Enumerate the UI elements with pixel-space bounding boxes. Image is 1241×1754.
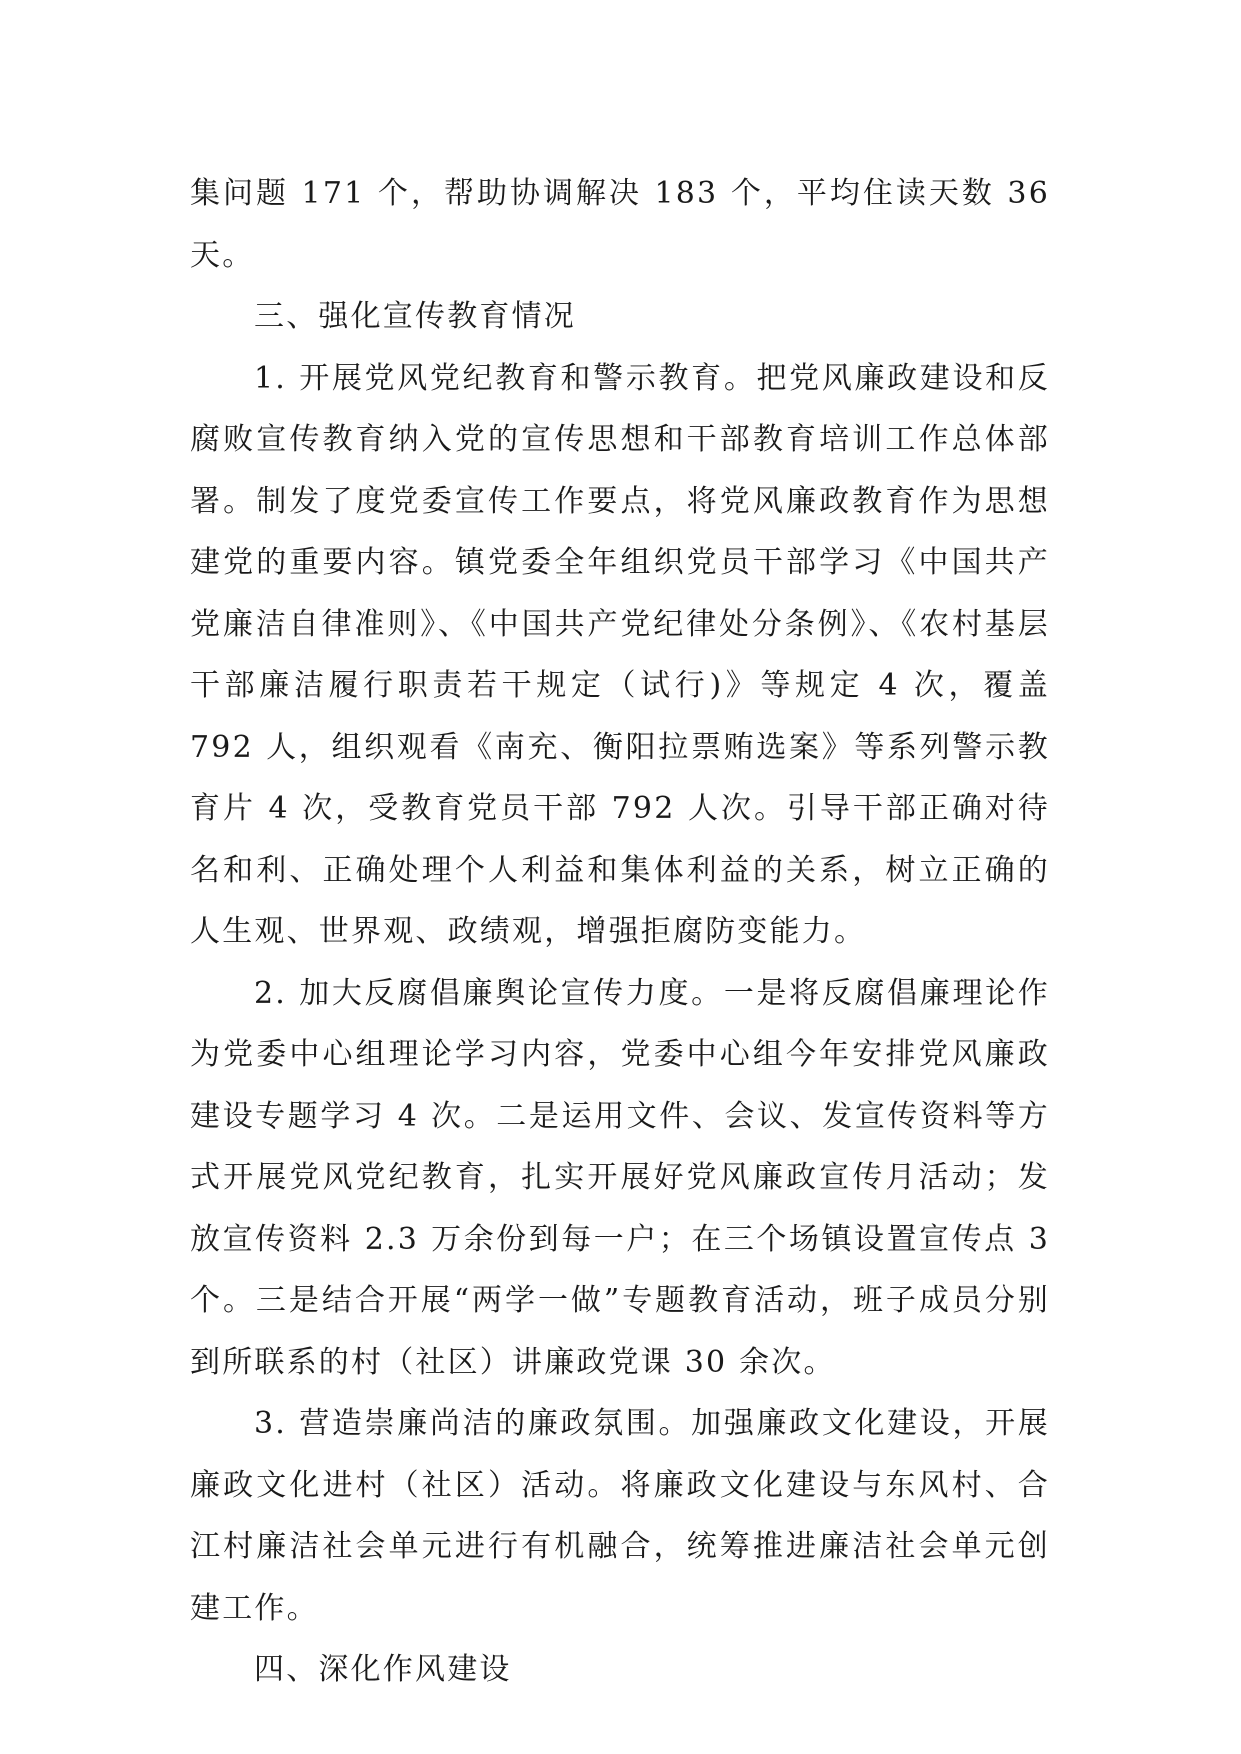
section-heading-3: 三、强化宣传教育情况 bbox=[254, 299, 576, 334]
paragraph-continuation: 集问题 171 个，帮助协调解决 183 个，平均住读天数 36 天。 bbox=[190, 176, 1050, 273]
paragraph-anti-corruption-publicity: 2. 加大反腐倡廉舆论宣传力度。一是将反腐倡廉理论作为党委中心组理论学习内容，党委中心组今年安排党风廉政建设专题学习 4 次。二是运用文件、会议、发宣传资料等方式开展党风党纪教育，扎实开展好党风廉政宣传月活动；发放宣传资料 2.3 万余份到每一户；在三个场镇设置宣传点 3 个。三是结合开展“两学一做”专题教育活动，班子成员分别到所联系的村（社区）讲廉政党课 30 余次。 bbox=[190, 975, 1050, 1380]
document-body bbox=[190, 163, 1050, 1701]
section-heading-4: 四、深化作风建设 bbox=[254, 1652, 512, 1687]
paragraph-integrity-atmosphere: 3. 营造崇廉尚洁的廉政氛围。加强廉政文化建设，开展廉政文化进村（社区）活动。将廉政文化建设与东风村、合江村廉洁社会单元进行有机融合，统筹推进廉洁社会单元创建工作。 bbox=[190, 1406, 1050, 1626]
paragraph-party-discipline-education: 1. 开展党风党纪教育和警示教育。把党风廉政建设和反腐败宣传教育纳入党的宣传思想和干部教育培训工作总体部署。制发了度党委宣传工作要点，将党风廉政教育作为思想建党的重要内容。镇党委全年组织党员干部学习《中国共产党廉洁自律准则》、《中国共产党纪律处分条例》、《农村基层干部廉洁履行职责若干规定（试行)》等规定 4 次，覆盖 792 人，组织观看《南充、衡阳拉票贿选案》等系列警示教育片 4 次，受教育党员干部 792 人次。引导干部正确对待名和利、正确处理个人利益和集体利益的关系，树立正确的人生观、世界观、政绩观，增强拒腐防变能力。 bbox=[190, 360, 1050, 949]
